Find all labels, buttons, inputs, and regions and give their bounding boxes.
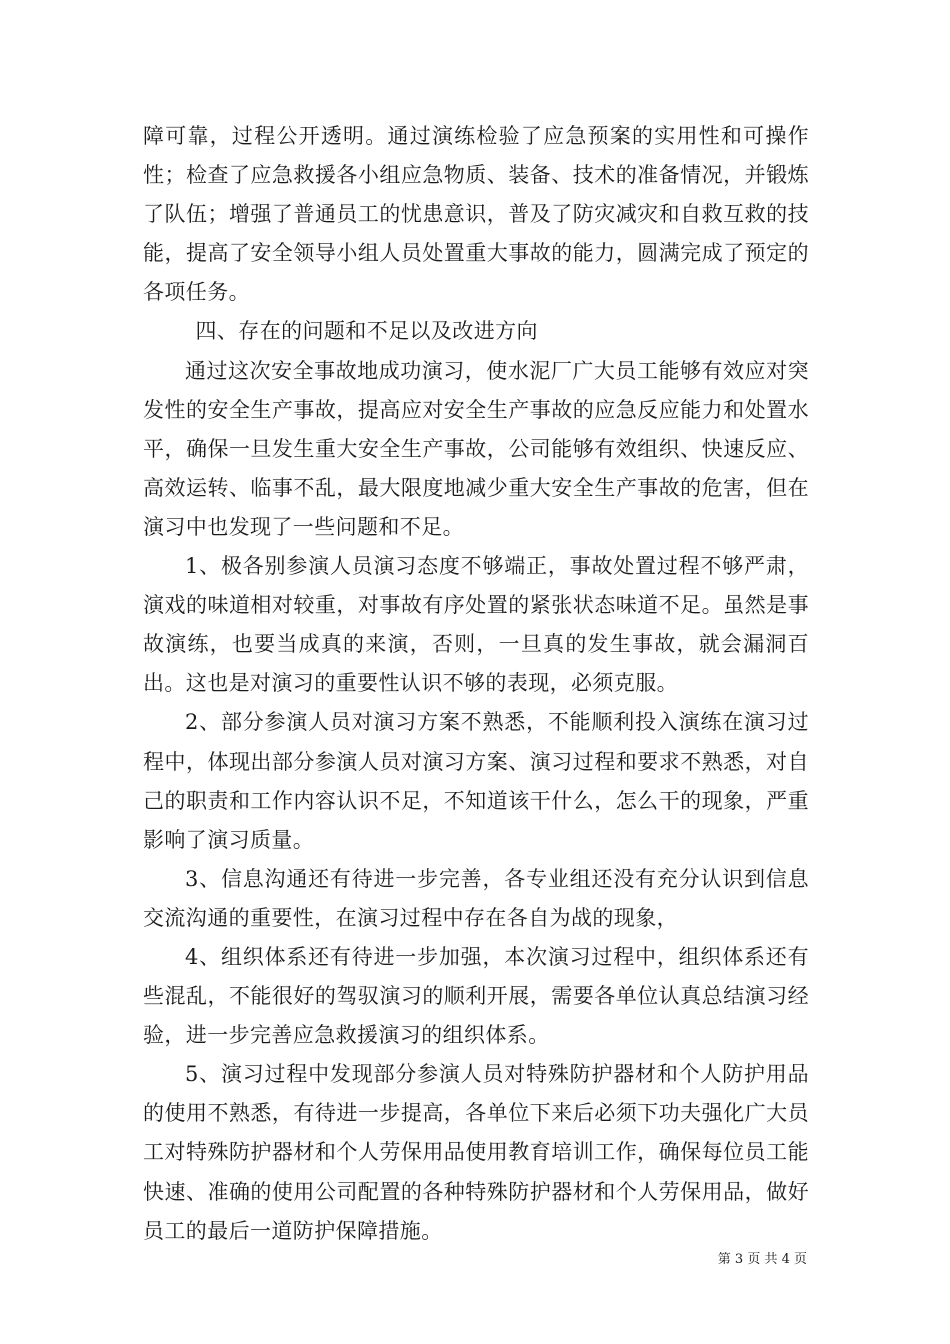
paragraph-continuation: 障可靠，过程公开透明。通过演练检验了应急预案的实用性和可操作性；检查了应急救援各小组应急物质、装备、技术的准备情况，并锻炼了队伍；增强了普通员工的忧患意识，普及了防灾减灾和自救互救的技能，提高了安全领导小组人员处置重大事故的能力，圆满完成了预定的各项任务。 (143, 124, 809, 305)
paragraph-item-2: 2、部分参演人员对演习方案不熟悉，不能顺利投入演练在演习过程中，体现出部分参演人员对演习方案、演习过程和要求不熟悉，对自己的职责和工作内容认识不足，不知道该干什么，怎么干的现象，严重影响了演习质量。 (143, 710, 809, 852)
section-heading: 四、存在的问题和不足以及改进方向 (195, 319, 538, 344)
paragraph-item-4: 4、组织体系还有待进一步加强，本次演习过程中，组织体系还有些混乱，不能很好的驾驭演习的顺利开展，需要各单位认真总结演习经验，进一步完善应急救援演习的组织体系。 (143, 944, 809, 1048)
paragraph-intro: 通过这次安全事故地成功演习，使水泥厂广大员工能够有效应对突发性的安全生产事故，提高应对安全生产事故的应急反应能力和处置水平，确保一旦发生重大安全生产事故，公司能够有效组织、快速反应、高效运转、临事不乱，最大限度地减少重大安全生产事故的危害，但在演习中也发现了一些问题和不足。 (143, 358, 809, 539)
page-number-footer: 第 3 页 共 4 页 (717, 1252, 807, 1267)
document-body (143, 117, 809, 1251)
paragraph-item-1: 1、极各别参演人员演习态度不够端正，事故处置过程不够严肃，演戏的味道相对较重，对事故有序处置的紧张状态味道不足。虽然是事故演练，也要当成真的来演，否则，一旦真的发生事故，就会漏洞百出。这也是对演习的重要性认识不够的表现，必须克服。 (143, 554, 809, 696)
paragraph-item-3: 3、信息沟通还有待进一步完善，各专业组还没有充分认识到信息交流沟通的重要性，在演习过程中存在各自为战的现象， (143, 866, 809, 930)
paragraph-item-5: 5、演习过程中发现部分参演人员对特殊防护器材和个人防护用品的使用不熟悉，有待进一步提高，各单位下来后必须下功夫强化广大员工对特殊防护器材和个人劳保用品使用教育培训工作，确保每位员工能快速、准确的使用公司配置的各种特殊防护器材和个人劳保用品，做好员工的最后一道防护保障措施。 (143, 1062, 809, 1243)
